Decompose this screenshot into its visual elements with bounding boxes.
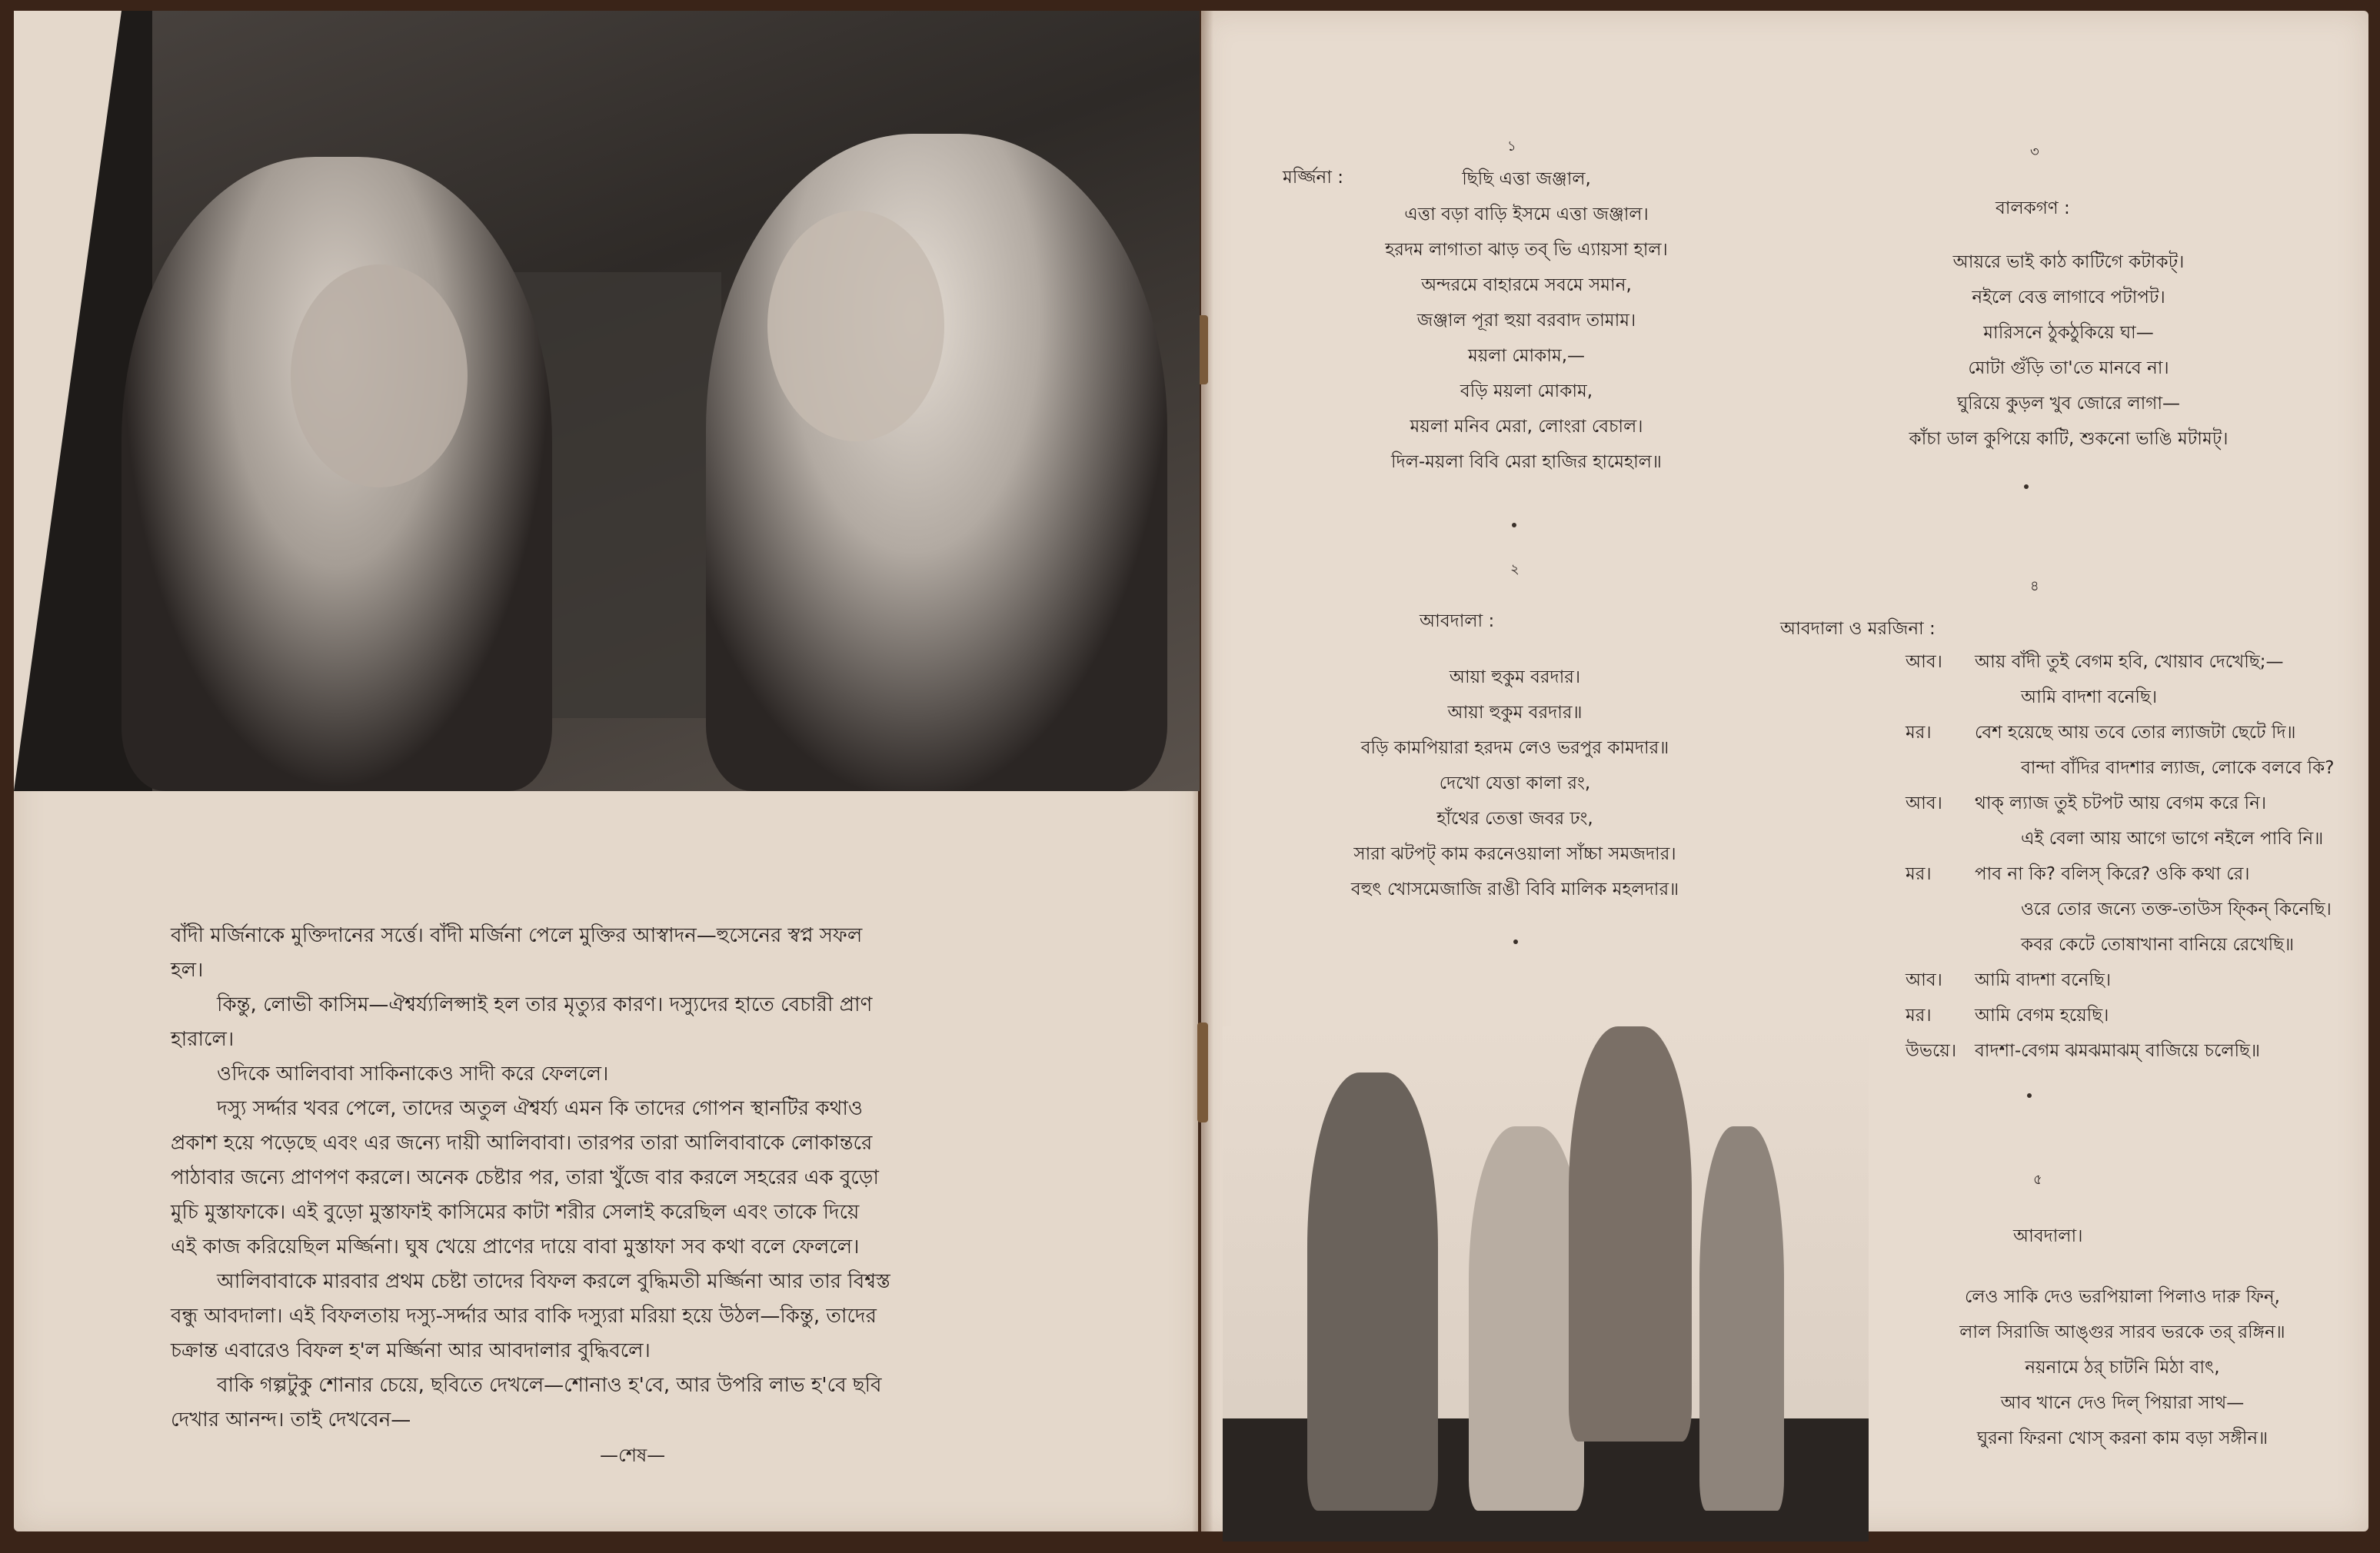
lyric-line: ঘুরিয়ে কুড়ল খুব জোরে লাগা— bbox=[1956, 394, 2181, 414]
dialogue-row bbox=[1906, 892, 2334, 927]
speaker-label bbox=[1906, 680, 1975, 715]
speaker-label: আব। bbox=[1906, 970, 1942, 990]
end-mark: —শেষ— bbox=[600, 1445, 666, 1466]
paragraph-line: কিন্তু, লোভী কাসিম—ঐশ্বর্য্যলিপ্সাই হল তার মৃত্যুর কারণ। দস্যুদের হাতে বেচারী প্রাণ bbox=[217, 993, 873, 1016]
song-5-number: ৫ bbox=[2033, 1172, 2042, 1188]
lyric-line: মারিসনে ঠুকঠুকিয়ে ঘা— bbox=[1983, 323, 2154, 343]
speaker-label bbox=[1906, 892, 1975, 927]
dialogue-line: আমি বাদশা বনেছি। bbox=[2021, 687, 2158, 707]
song-2-singer: আবদালা : bbox=[1420, 611, 1495, 631]
lyric-line: লাল সিরাজি আঙ্গুর সারব ভরকে তর্ রঙ্গিন॥ bbox=[1959, 1322, 2285, 1342]
synopsis-text bbox=[171, 919, 890, 1438]
lyric-line: হরদম লাগাতা ঝাড় তব্ ভি এ্যায়সা হাল। bbox=[1385, 240, 1668, 260]
dialogue-row bbox=[1906, 927, 2334, 963]
song-5-lyrics bbox=[1922, 1279, 2322, 1456]
dialogue-row bbox=[1906, 750, 2334, 786]
separator-dot bbox=[1513, 939, 1518, 944]
dialogue-line: আমি বেগম হয়েছি। bbox=[1975, 1006, 2109, 1026]
lyric-line: দেখো যেত্তা কালা রং, bbox=[1439, 773, 1591, 793]
dialogue-line: থাক্ ল্যাজ তুই চটপট আয় বেগম করে নি। bbox=[1975, 793, 2267, 813]
speaker-label: উভয়ে। bbox=[1906, 1041, 1957, 1061]
dialogue-line: ওরে তোর জন্যে তক্ত-তাউস ফ্কিন্ কিনেছি। bbox=[2021, 900, 2332, 919]
speaker-label: মর। bbox=[1906, 864, 1932, 884]
dialogue-row bbox=[1906, 644, 2334, 680]
lyric-line: আব খানে দেও দিল্ পিয়ারা সাথ— bbox=[2000, 1393, 2245, 1413]
lyric-line: নয়নামে ঠর্ চাটনি মিঠা বাৎ, bbox=[2025, 1358, 2220, 1378]
lyric-line: সারা ঝটপট্ কাম করনেওয়ালা সাঁচ্চা সমজদার। bbox=[1353, 844, 1676, 864]
song-1-number: ১ bbox=[1507, 138, 1516, 155]
song-3-number: ৩ bbox=[2030, 144, 2039, 160]
dialogue-line: কবর কেটে তোষাখানা বানিয়ে রেখেছি॥ bbox=[2021, 935, 2295, 955]
paragraph-line: ওদিকে আলিবাবা সাকিনাকেও সাদী করে ফেললে। bbox=[217, 1062, 609, 1086]
dialogue-row bbox=[1906, 856, 2334, 892]
song-2-lyrics bbox=[1292, 660, 1738, 907]
separator-dot bbox=[1512, 523, 1516, 527]
paragraph-line: চক্রান্ত এবারেও বিফল হ'ল মর্জ্জিনা আর আবদালার বুদ্ধিবলে। bbox=[171, 1339, 651, 1362]
lyric-line: আয়া হুকুম বরদার॥ bbox=[1447, 703, 1583, 723]
song-4-dialogue bbox=[1906, 644, 2334, 1069]
dialogue-line: বেশ হয়েছে আয় তবে তোর ল্যাজটা ছেটে দি॥ bbox=[1975, 723, 2296, 743]
dialogue-row bbox=[1906, 963, 2334, 998]
dialogue-line: আয় বাঁদী তুই বেগম হবি, খোয়াব দেখেছি;— bbox=[1975, 652, 2284, 672]
paragraph-line: হল। bbox=[171, 959, 204, 982]
lyric-line: লেও সাকি দেও ভরপিয়ালা পিলাও দারু ফিন্, bbox=[1965, 1287, 2280, 1307]
paragraph-line: বাকি গল্পটুকু শোনার চেয়ে, ছবিতে দেখলে—শোনাও হ'বে, আর উপরি লাভ হ'বে ছবি bbox=[217, 1374, 882, 1397]
dialogue-line: এই বেলা আয় আগে ভাগে নইলে পাবি নি॥ bbox=[2021, 829, 2324, 849]
dialogue-row bbox=[1906, 1033, 2334, 1069]
dialogue-row bbox=[1906, 680, 2334, 715]
separator-dot bbox=[2024, 484, 2029, 489]
paragraph-line: বন্ধু আবদালা। এই বিফলতায় দস্যু-সর্দ্দার আর বাকি দস্যুরা মরিয়া হয়ে উঠল—কিন্তু, তাদের bbox=[171, 1305, 877, 1328]
lyric-line: ঘুরনা ফিরনা খোস্ করনা কাম বড়া সঙ্গীন॥ bbox=[1976, 1428, 2268, 1448]
lyric-line: এত্তা বড়া বাড়ি ইসমে এত্তা জঞ্জাল। bbox=[1404, 205, 1649, 224]
lyric-line: জঞ্জাল পূরা হুয়া বরবাদ তামাম। bbox=[1416, 311, 1636, 331]
song-4-number: ৪ bbox=[2030, 578, 2039, 594]
photo-four-actors bbox=[1223, 1026, 1869, 1541]
dialogue-row bbox=[1906, 998, 2334, 1033]
speaker-label bbox=[1906, 821, 1975, 856]
dialogue-line: বান্দা বাঁদির বাদশার ল্যাজ, লোকে বলবে কি? bbox=[2021, 758, 2335, 778]
lyric-line: মোটা গুঁড়ি তা'তে মানবে না। bbox=[1968, 358, 2169, 378]
paragraph-line: হারালে। bbox=[171, 1028, 235, 1051]
dialogue-line: আমি বাদশা বনেছি। bbox=[1975, 970, 2112, 990]
song-3-lyrics bbox=[1861, 244, 2276, 457]
speaker-label: আব। bbox=[1906, 793, 1942, 813]
song-1-lyrics bbox=[1353, 161, 1699, 480]
speaker-label: মর। bbox=[1906, 723, 1932, 743]
speaker-label: আব। bbox=[1906, 652, 1942, 672]
lyric-line: আয়রে ভাই কাঠ কাটিগে কটাকট্। bbox=[1952, 252, 2185, 272]
paragraph-line: প্রকাশ হয়ে পড়েছে এবং এর জন্যে দায়ী আলিবাবা। তারপর তারা আলিবাবাকে লোকান্তরে bbox=[171, 1132, 873, 1155]
lyric-line: ময়লা মনিব মেরা, লোংরা বেচাল। bbox=[1410, 417, 1643, 437]
song-4-singer: আবদালা ও মরজিনা : bbox=[1780, 619, 1936, 639]
paragraph-line: আলিবাবাকে মারবার প্রথম চেষ্টা তাদের বিফল করলে বুদ্ধিমতী মর্জ্জিনা আর তার বিশ্বস্ত bbox=[217, 1270, 890, 1293]
lyric-line: ছিছি এত্তা জঞ্জাল, bbox=[1462, 169, 1591, 189]
lyric-line: দিল-ময়লা বিবি মেরা হাজির হামেহাল॥ bbox=[1391, 452, 1662, 472]
separator-dot bbox=[2027, 1093, 2032, 1098]
staple-bottom bbox=[1197, 1023, 1208, 1122]
speaker-label bbox=[1906, 927, 1975, 963]
paragraph-line: দেখার আনন্দ। তাই দেখবেন— bbox=[171, 1408, 411, 1432]
photo-two-women bbox=[14, 11, 1200, 791]
paragraph-line: দস্যু সর্দ্দার খবর পেলে, তাদের অতুল ঐশ্বর্য্য এমন কি তাদের গোপন স্থানটির কথাও bbox=[217, 1097, 864, 1120]
song-5-singer: আবদালা। bbox=[2013, 1226, 2083, 1246]
dialogue-row bbox=[1906, 821, 2334, 856]
dialogue-line: পাব না কি? বলিস্ কিরে? ওকি কথা রে। bbox=[1975, 864, 2250, 884]
paragraph-line: বাঁদী মর্জিনাকে মুক্তিদানের সর্ত্তে। বাঁদী মর্জিনা পেলে মুক্তির আস্বাদন—হুসেনের স্বপ্ন সফল bbox=[171, 924, 863, 947]
lyric-line: আয়া হুকুম বরদার। bbox=[1449, 667, 1581, 687]
song-1-singer: মর্জ্জিনা : bbox=[1283, 168, 1343, 188]
lyric-line: বড়ি ময়লা মোকাম, bbox=[1460, 381, 1593, 401]
dialogue-line: বাদশা-বেগম ঝমঝমাঝম্ বাজিয়ে চলেছি॥ bbox=[1975, 1041, 2260, 1061]
paragraph-line: এই কাজ করিয়েছিল মর্জ্জিনা। ঘুষ খেয়ে প্রাণের দায়ে বাবা মুস্তাফা সব কথা বলে ফেললে। bbox=[171, 1235, 860, 1259]
lyric-line: ময়লা মোকাম,— bbox=[1467, 346, 1586, 366]
dialogue-row bbox=[1906, 715, 2334, 750]
song-2-number: ২ bbox=[1510, 561, 1520, 577]
dialogue-row bbox=[1906, 786, 2334, 821]
lyric-line: কাঁচা ডাল কুপিয়ে কাটি, শুকনো ভাঙি মটামট্। bbox=[1909, 429, 2229, 449]
lyric-line: অন্দরমে বাহারমে সবমে সমান, bbox=[1421, 275, 1632, 295]
speaker-label: মর। bbox=[1906, 1006, 1932, 1026]
speaker-label bbox=[1906, 750, 1975, 786]
paragraph-line: পাঠাবার জন্যে প্রাণপণ করলে। অনেক চেষ্টার পর, তারা খুঁজে বার করলে সহরের এক বুড়ো bbox=[171, 1166, 879, 1189]
song-3-singer: বালকগণ : bbox=[1996, 198, 2070, 218]
lyric-line: নইলে বেত্ত লাগাবে পটাপট। bbox=[1972, 288, 2165, 308]
lyric-line: বড়ি কামপিয়ারা হরদম লেও ভরপুর কামদার॥ bbox=[1360, 738, 1669, 758]
lyric-line: বহুৎ খোসমেজাজি রাঙী বিবি মালিক মহলদার॥ bbox=[1350, 880, 1679, 900]
lyric-line: হাঁথের তেত্তা জবর ঢং, bbox=[1436, 809, 1593, 829]
paragraph-line: মুচি মুস্তাফাকে। এই বুড়ো মুস্তাফাই কাসিমের কাটা শরীর সেলাই করেছিল এবং তাকে দিয়ে bbox=[171, 1201, 860, 1224]
